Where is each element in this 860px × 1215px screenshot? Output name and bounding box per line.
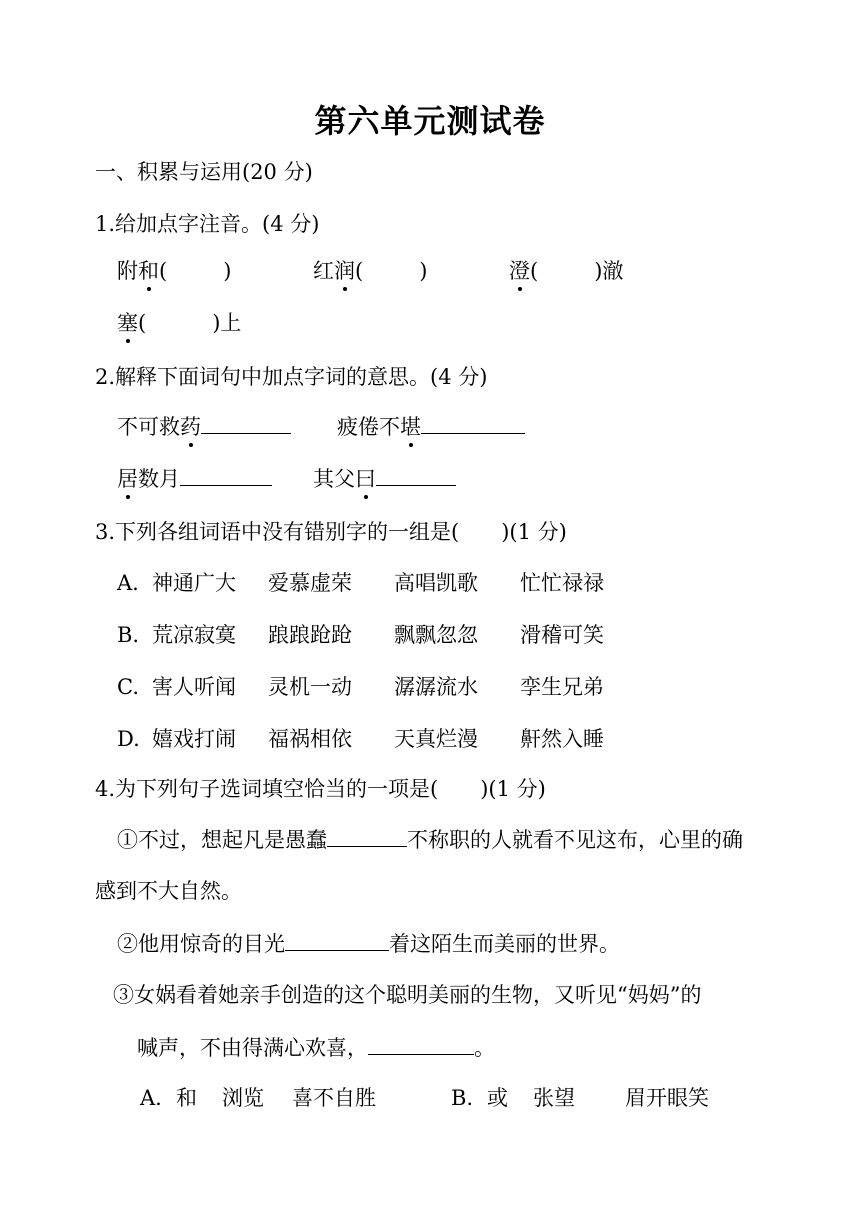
q3-option-d-word-4: 鼾然入睡 bbox=[520, 727, 604, 751]
q3-option-b-word-3: 飘飘忽忽 bbox=[394, 623, 478, 647]
q4-sentence-3: ③女娲看着她亲手创造的这个聪明美丽的生物，又听见“妈妈”的 bbox=[113, 983, 702, 1007]
q4-sentence-2: ②他用惊奇的目光 着这陌生而美丽的世界。 bbox=[117, 932, 620, 956]
page-title: 第六单元测试卷 bbox=[314, 102, 546, 140]
q4-option-b-label: B. bbox=[451, 1086, 474, 1110]
q3-option-b-word-4: 滑稽可笑 bbox=[520, 623, 604, 647]
question-3-stem: 3.下列各组词语中没有错别字的一组是( )(1 分) bbox=[95, 520, 567, 544]
question-1-stem: 1.给加点字注音。(4 分) bbox=[95, 212, 320, 236]
q3-option-c-word-4: 孪生兄弟 bbox=[520, 675, 604, 699]
q4-option-b-word-1: 或 bbox=[487, 1086, 508, 1110]
q3-option-a-word-2: 爱慕虚荣 bbox=[268, 571, 352, 595]
q4-option-a-label: A. bbox=[140, 1086, 162, 1110]
q3-option-d-word-2: 福祸相依 bbox=[268, 727, 352, 751]
q1-item-2: 红润( ) bbox=[313, 259, 428, 283]
q4-sentence-3-cont: 喊声，不由得满心欢喜， 。 bbox=[137, 1036, 495, 1060]
q4-option-a-word-3: 喜不自胜 bbox=[292, 1086, 376, 1110]
q3-option-a: A. bbox=[117, 571, 139, 595]
q4-sentence-1-cont: 感到不大自然。 bbox=[95, 879, 242, 903]
q2-item-4: 其父曰 bbox=[313, 465, 456, 492]
q3-option-c-word-2: 灵机一动 bbox=[268, 675, 352, 699]
question-4-stem: 4.为下列句子选词填空恰当的一项是( )(1 分) bbox=[95, 777, 546, 801]
q2-item-1: 不可救药 bbox=[117, 413, 291, 440]
q4-option-a-word-1: 和 bbox=[176, 1086, 197, 1110]
q3-option-b: B. bbox=[117, 623, 140, 647]
q3-option-d: D. bbox=[117, 727, 140, 751]
q3-option-c-word-1: 害人听闻 bbox=[152, 675, 236, 699]
q4-option-b-word-2: 张望 bbox=[533, 1086, 575, 1110]
q3-option-c-word-3: 潺潺流水 bbox=[394, 675, 478, 699]
q1-item-4: 塞( )上 bbox=[117, 311, 242, 335]
q3-option-b-word-2: 踉踉跄跄 bbox=[268, 623, 352, 647]
section-heading: 一、积累与运用(20 分) bbox=[95, 160, 313, 184]
q3-option-a-word-4: 忙忙禄禄 bbox=[520, 571, 604, 595]
q3-option-d-word-3: 天真烂漫 bbox=[394, 727, 478, 751]
q4-sentence-1: ①不过，想起凡是愚蠢 不称职的人就看不见这布，心里的确 bbox=[117, 828, 743, 852]
q2-item-2: 疲倦不堪 bbox=[337, 413, 525, 440]
q4-option-b-word-3: 眉开眼笑 bbox=[625, 1086, 709, 1110]
q3-option-c: C. bbox=[117, 675, 139, 699]
q3-option-a-word-1: 神通广大 bbox=[152, 571, 236, 595]
question-2-stem: 2.解释下面词句中加点字词的意思。(4 分) bbox=[95, 365, 488, 389]
q3-option-d-word-1: 嬉戏打闹 bbox=[152, 727, 236, 751]
q2-item-3: 居数月 bbox=[117, 465, 272, 492]
q3-option-b-word-1: 荒凉寂寞 bbox=[152, 623, 236, 647]
q1-item-3: 澄( )澈 bbox=[509, 259, 624, 283]
q4-option-a-word-2: 浏览 bbox=[222, 1086, 264, 1110]
q3-option-a-word-3: 高唱凯歌 bbox=[394, 571, 478, 595]
q1-item-1: 附和( ) bbox=[117, 259, 232, 283]
